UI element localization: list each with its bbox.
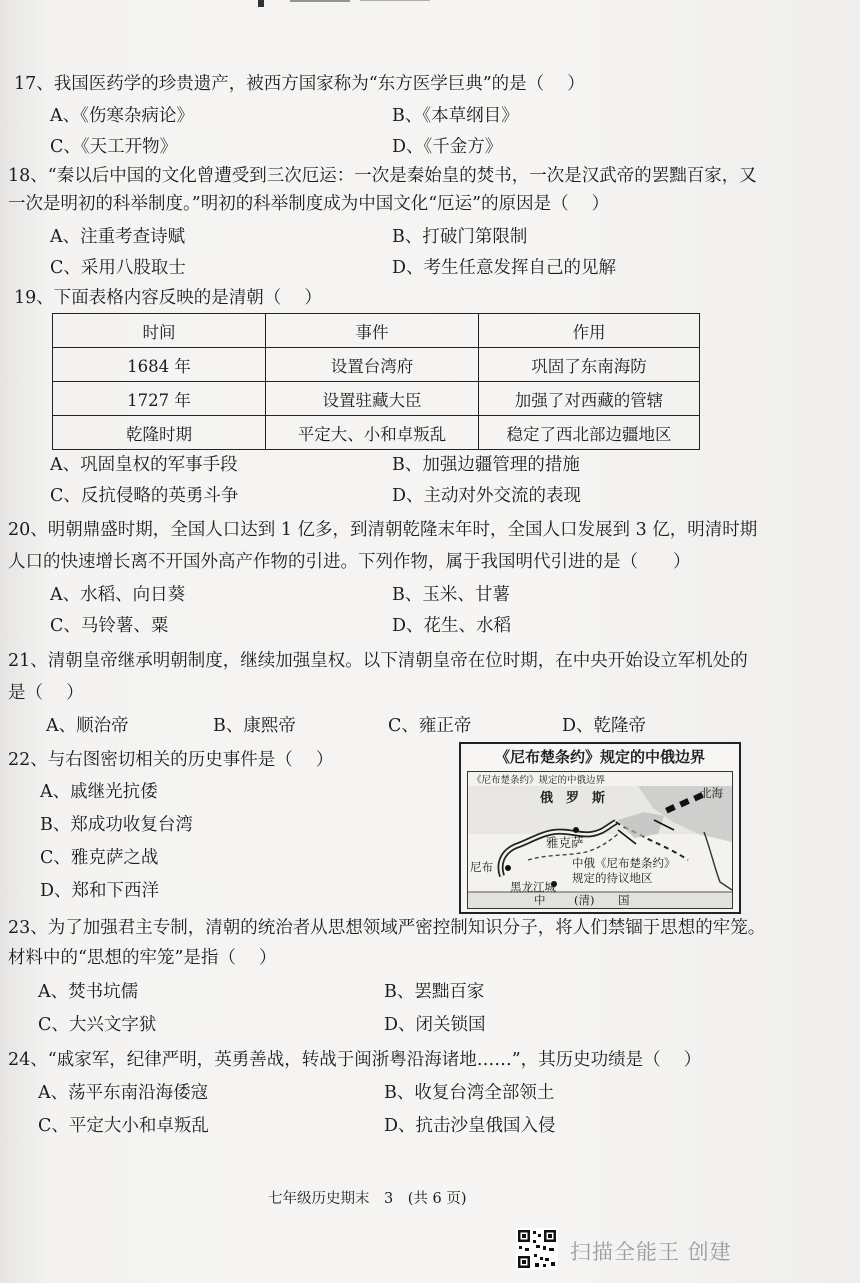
- page-footer: 七年级历史期末 3 (共 6 页): [268, 1191, 467, 1207]
- q21-option-d[interactable]: D、乾隆帝: [562, 716, 647, 736]
- q24-option-c[interactable]: C、平定大小和卓叛乱: [38, 1116, 209, 1136]
- q20-stem-line2: 人口的快速增长离不开国外高产作物的引进。下列作物，属于我国明代引进的是（ ）: [8, 552, 691, 572]
- q23-stem-line2: 材料中的“思想的牢笼”是指（ ）: [8, 948, 277, 968]
- q20-stem-line1: 20、明朝鼎盛时期，全国人口达到 1 亿多，到清朝乾隆末年时，全国人口发展到 3 亿，明清时期: [8, 520, 758, 540]
- q19-option-b[interactable]: B、加强边疆管理的措施: [392, 455, 580, 475]
- q21-stem-line2: 是（ ）: [8, 683, 84, 703]
- q23-option-a[interactable]: A、焚书坑儒: [38, 982, 139, 1002]
- q21-option-b[interactable]: B、康熙帝: [213, 716, 296, 736]
- q19-table: [52, 313, 700, 450]
- q17-option-d[interactable]: D、《千金方》: [392, 137, 503, 157]
- map-label-heilongjiang-city: 黑龙江城: [510, 880, 556, 894]
- map-label-china-2: 国: [618, 893, 630, 907]
- map-label-nibu: 尼布: [470, 860, 493, 874]
- table-header-event: 事件: [266, 314, 479, 348]
- q18-stem-line1: 18、“秦以后中国的文化曾遭受到三次厄运：一次是秦始皇的焚书，一次是汉武帝的罢黜百家，又: [8, 166, 757, 186]
- table-cell: 设置驻藏大臣: [266, 382, 479, 416]
- q22-option-c[interactable]: C、雅克萨之战: [40, 848, 159, 868]
- table-header-time: 时间: [53, 314, 266, 348]
- q17-option-a[interactable]: A、《伤寒杂病论》: [50, 106, 194, 126]
- q21-option-c[interactable]: C、雍正帝: [388, 716, 472, 736]
- q24-option-b[interactable]: B、收复台湾全部领土: [384, 1083, 555, 1103]
- q23-option-b[interactable]: B、罢黜百家: [384, 982, 485, 1002]
- map-label-russia: 俄 罗 斯: [540, 791, 606, 806]
- q17-option-c[interactable]: C、《天工开物》: [50, 137, 178, 157]
- q22-option-d[interactable]: D、郑和下西洋: [40, 881, 160, 901]
- q20-option-b[interactable]: B、玉米、甘薯: [392, 585, 510, 605]
- qr-code-icon: [516, 1228, 558, 1270]
- q17-stem: 17、我国医药学的珍贵遗产，被西方国家称为“东方医学巨典”的是（ ）: [14, 74, 585, 94]
- q21-stem-line1: 21、清朝皇帝继承明朝制度，继续加强皇权。以下清朝皇帝在位时期，在中央开始设立军机处的: [8, 651, 748, 671]
- q24-option-a[interactable]: A、荡平东南沿海倭寇: [38, 1083, 209, 1103]
- table-cell: 稳定了西北部边疆地区: [479, 416, 700, 450]
- q20-option-c[interactable]: C、马铃薯、粟: [50, 616, 169, 636]
- map-label-sea: 北海: [700, 786, 723, 800]
- q19-option-a[interactable]: A、巩固皇权的军事手段: [50, 455, 238, 475]
- q23-option-d[interactable]: D、闭关锁国: [384, 1015, 486, 1035]
- scanner-watermark: 扫描全能王 创建: [570, 1240, 732, 1264]
- q23-stem-line1: 23、为了加强君主专制，清朝的统治者从思想领域严密控制知识分子，将人们禁锢于思想的牢笼。: [8, 918, 766, 938]
- page-top-scan-mark: [250, 0, 450, 8]
- map-label-qing: (清): [574, 893, 595, 907]
- table-cell: 平定大、小和卓叛乱: [266, 416, 479, 450]
- q18-option-d[interactable]: D、考生任意发挥自己的见解: [392, 258, 617, 278]
- q22-stem: 22、与右图密切相关的历史事件是（ ）: [8, 750, 334, 770]
- table-cell: 加强了对西藏的管辖: [479, 382, 700, 416]
- q21-option-a[interactable]: A、顺治帝: [46, 716, 129, 736]
- map-note-line2: 规定的待议地区: [572, 871, 653, 885]
- nerchinsk-treaty-map: [459, 742, 741, 914]
- q22-option-a[interactable]: A、戚继光抗倭: [40, 782, 158, 802]
- q18-option-b[interactable]: B、打破门第限制: [392, 227, 528, 247]
- q19-option-d[interactable]: D、主动对外交流的表现: [392, 486, 582, 506]
- map-label-china-1: 中: [534, 893, 546, 907]
- map-figure: [467, 771, 733, 909]
- map-label-yaksa: 雅克萨: [546, 835, 584, 850]
- table-cell: 巩固了东南海防: [479, 348, 700, 382]
- table-header-effect: 作用: [479, 314, 700, 348]
- table-cell: 乾隆时期: [53, 416, 266, 450]
- q20-option-d[interactable]: D、花生、水稻: [392, 616, 512, 636]
- table-cell: 1684 年: [53, 348, 266, 382]
- q18-option-c[interactable]: C、采用八股取士: [50, 258, 186, 278]
- table-cell: 设置台湾府: [266, 348, 479, 382]
- q24-option-d[interactable]: D、抗击沙皇俄国入侵: [384, 1116, 556, 1136]
- q18-option-a[interactable]: A、注重考查诗赋: [50, 227, 186, 247]
- map-title: 《尼布楚条约》规定的中俄边界: [494, 748, 705, 766]
- q17-option-b[interactable]: B、《本草纲目》: [392, 106, 519, 126]
- map-subtitle: 《尼布楚条约》规定的中俄边界: [472, 775, 606, 786]
- map-note-line1: 中俄《尼布楚条约》: [572, 856, 676, 870]
- q19-option-c[interactable]: C、反抗侵略的英勇斗争: [50, 486, 239, 506]
- q19-stem: 19、下面表格内容反映的是清朝（ ）: [14, 288, 322, 308]
- q18-stem-line2: 一次是明初的科举制度。”明初的科举制度成为中国文化“厄运”的原因是（ ）: [8, 194, 610, 214]
- q23-option-c[interactable]: C、大兴文字狱: [38, 1015, 157, 1035]
- table-cell: 1727 年: [53, 382, 266, 416]
- q22-option-b[interactable]: B、郑成功收复台湾: [40, 815, 193, 835]
- q24-stem: 24、“戚家军，纪律严明，英勇善战，转战于闽浙粤沿海诸地……”，其历史功绩是（ ）: [8, 1050, 702, 1070]
- q20-option-a[interactable]: A、水稻、向日葵: [50, 585, 186, 605]
